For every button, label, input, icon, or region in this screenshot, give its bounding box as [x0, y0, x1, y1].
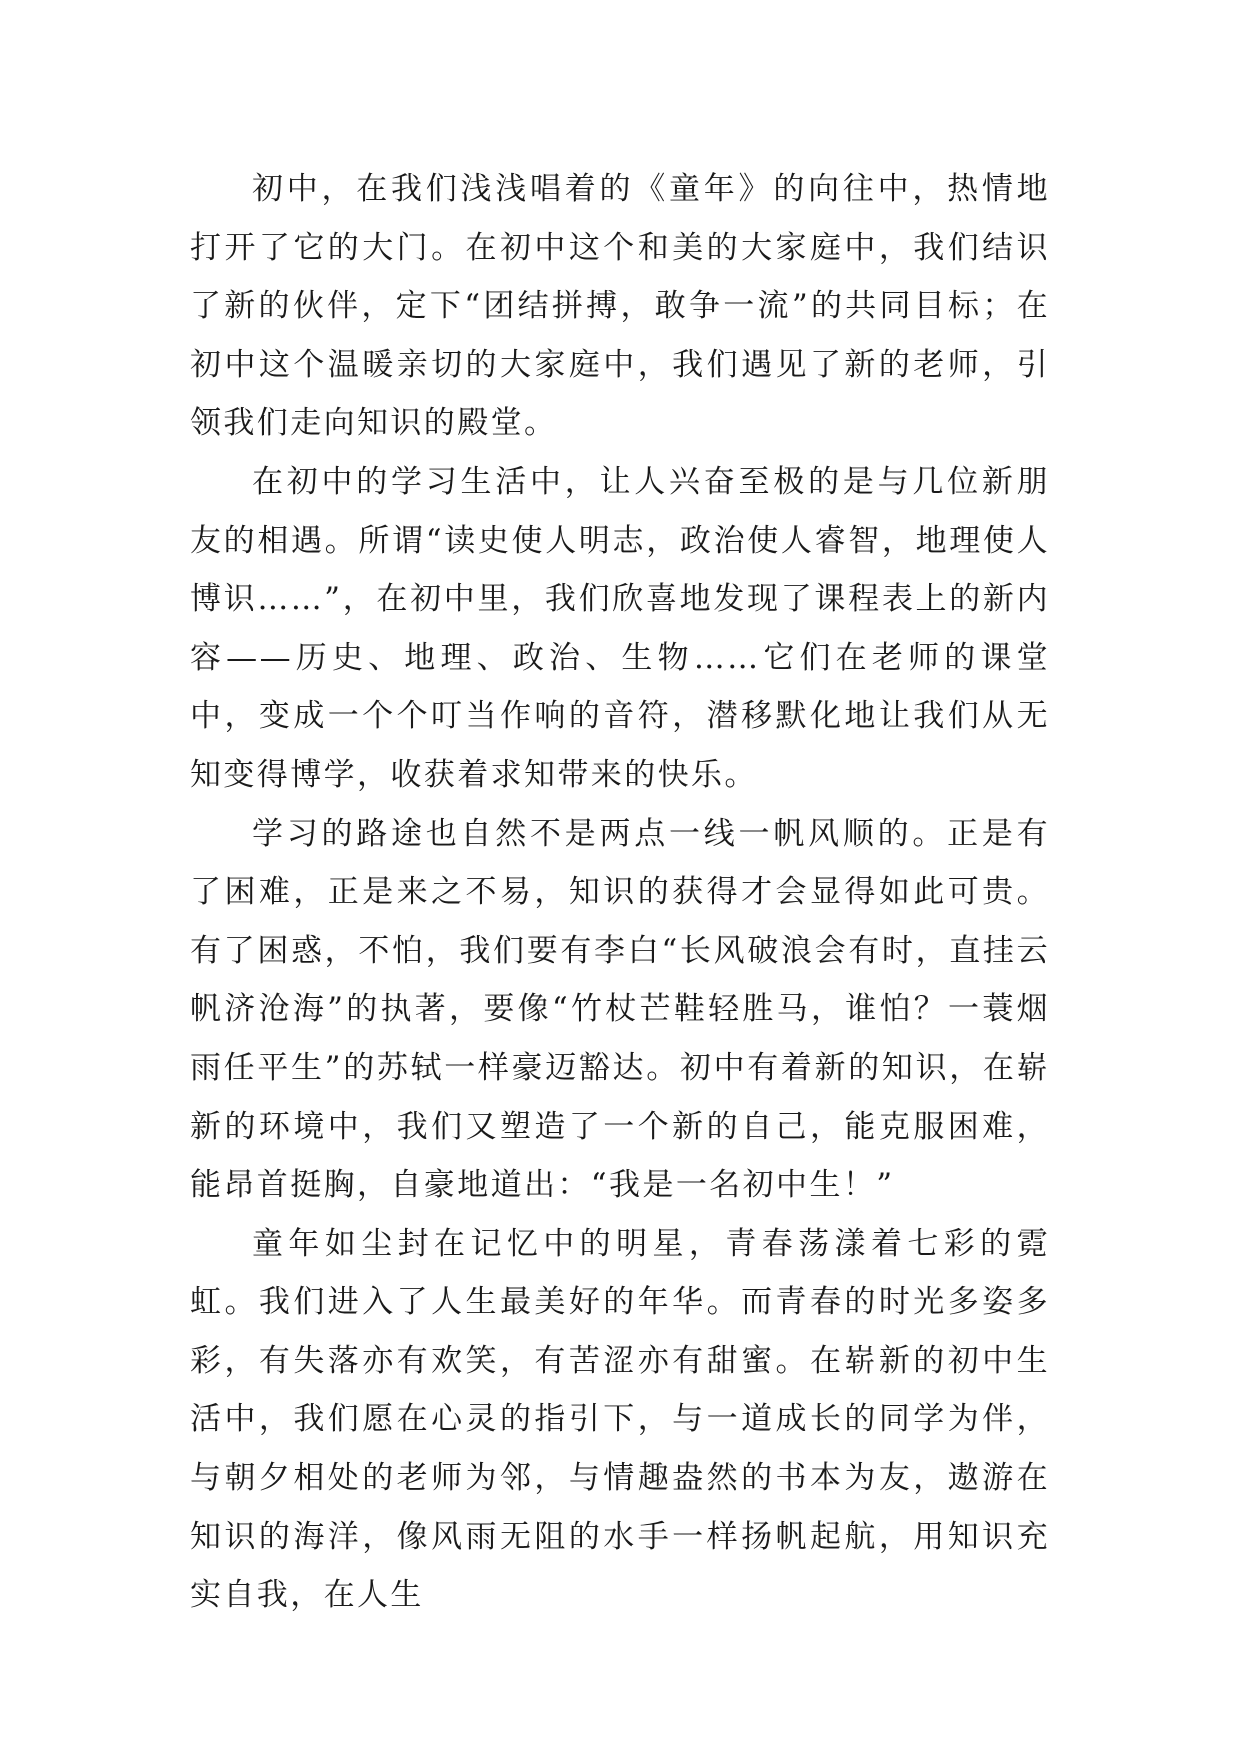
paragraph-1: 初中，在我们浅浅唱着的《童年》的向往中，热情地打开了它的大门。在初中这个和美的大家庭中，我们结识了新的伙伴，定下“团结拼搏，敢争一流”的共同目标；在初中这个温暖亲切的大家庭中，我们遇见了新的老师，引领我们走向知识的殿堂。 [190, 171, 1050, 442]
paragraph-2: 在初中的学习生活中，让人兴奋至极的是与几位新朋友的相遇。所谓“读史使人明志，政治使人睿智，地理使人博识……”，在初中里，我们欣喜地发现了课程表上的新内容——历史、地理、政治、生物……它们在老师的课堂中，变成一个个叮当作响的音符，潜移默化地让我们从无知变得博学，收获着求知带来的快乐。 [190, 463, 1050, 793]
document-body [190, 160, 1050, 1625]
paragraph-4: 童年如尘封在记忆中的明星，青春荡漾着七彩的霓虹。我们进入了人生最美好的年华。而青春的时光多姿多彩，有失落亦有欢笑，有苦涩亦有甜蜜。在崭新的初中生活中，我们愿在心灵的指引下，与一道成长的同学为伴，与朝夕相处的老师为邻，与情趣盎然的书本为友，遨游在知识的海洋，像风雨无阻的水手一样扬帆起航，用知识充实自我，在人生 [190, 1225, 1050, 1614]
paragraph-3: 学习的路途也自然不是两点一线一帆风顺的。正是有了困难，正是来之不易，知识的获得才会显得如此可贵。有了困惑，不怕，我们要有李白“长风破浪会有时，直挂云帆济沧海”的执著，要像“竹杖芒鞋轻胜马，谁怕？一蓑烟雨任平生”的苏轼一样豪迈豁达。初中有着新的知识，在崭新的环境中，我们又塑造了一个新的自己，能克服困难，能昂首挺胸，自豪地道出：“我是一名初中生！” [190, 815, 1050, 1204]
